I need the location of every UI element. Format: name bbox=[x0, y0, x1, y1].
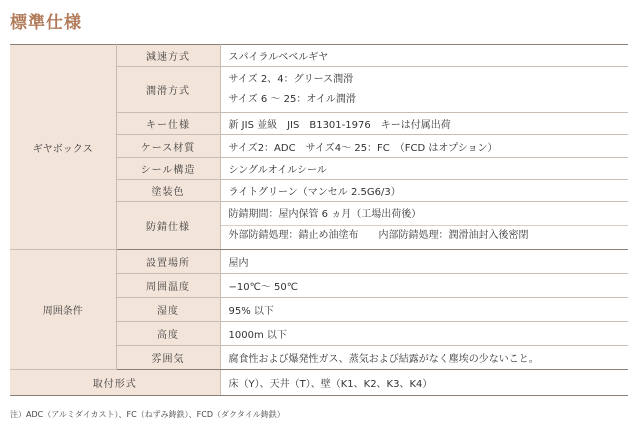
row-value-ambient-temp: −10℃〜 50℃ bbox=[220, 274, 628, 298]
footnote: 注）ADC（アルミダイカスト）、FC（ねずみ鋳鉄）、FCD（ダクタイル鋳鉄） bbox=[10, 410, 285, 419]
row-value-lubrication bbox=[220, 67, 628, 113]
row-value-seal: シングルオイルシール bbox=[220, 158, 628, 180]
row-value-altitude: 1000m 以下 bbox=[220, 322, 628, 346]
lubrication-line-2: サイズ 6 〜 25：オイル潤滑 bbox=[228, 93, 356, 105]
row-label-case-material: ケース材質 bbox=[116, 135, 220, 158]
row-value-location: 屋内 bbox=[220, 250, 628, 274]
row-label-humidity: 湿度 bbox=[116, 298, 220, 322]
lubrication-line-1: サイズ 2、4：グリース潤滑 bbox=[228, 73, 354, 85]
row-value-mounting: 床（Y）、天井（T）、壁（K1、K2、K3、K4） bbox=[220, 370, 628, 396]
group-label-gearbox: ギヤボックス bbox=[10, 45, 116, 250]
group-label-environment: 周囲条件 bbox=[10, 250, 116, 370]
rust-line-1: 防錆期間：屋内保管 6 ヵ月（工場出荷後） bbox=[228, 209, 422, 220]
row-value-paint: ライトグリーン（マンセル 2.5G6/3） bbox=[220, 180, 628, 202]
row-label-reduction: 減速方式 bbox=[116, 45, 220, 67]
row-label-ambient-temp: 周囲温度 bbox=[116, 274, 220, 298]
row-value-rust bbox=[220, 202, 628, 250]
row-label-altitude: 高度 bbox=[116, 322, 220, 346]
row-value-case-material: サイズ2：ADC サイズ4〜 25：FC （FCD はオプション） bbox=[220, 135, 628, 158]
table-row bbox=[10, 250, 628, 274]
row-label-seal: シール構造 bbox=[116, 158, 220, 180]
row-label-location: 設置場所 bbox=[116, 250, 220, 274]
row-value-key: 新 JIS 並級 JIS B1301-1976 キーは付属出荷 bbox=[220, 113, 628, 135]
row-label-paint: 塗装色 bbox=[116, 180, 220, 202]
row-value-atmosphere: 腐食性および爆発性ガス、蒸気および結露がなく塵埃の少ないこと。 bbox=[220, 346, 628, 370]
row-label-rust: 防錆仕様 bbox=[116, 202, 220, 250]
row-label-mounting: 取付形式 bbox=[10, 370, 220, 396]
row-value-reduction: スパイラルベベルギヤ bbox=[220, 45, 628, 67]
row-label-lubrication: 潤滑方式 bbox=[116, 67, 220, 113]
table-row bbox=[10, 45, 628, 67]
rust-line-2: 外部防錆処理：錆止め油塗布 内部防錆処理：潤滑油封入後密閉 bbox=[228, 230, 529, 241]
page-title: 標準仕様 bbox=[10, 13, 82, 33]
table-row bbox=[10, 370, 628, 396]
row-label-key: キー仕様 bbox=[116, 113, 220, 135]
row-label-atmosphere: 雰囲気 bbox=[116, 346, 220, 370]
row-value-humidity: 95% 以下 bbox=[220, 298, 628, 322]
spec-table bbox=[10, 44, 628, 396]
